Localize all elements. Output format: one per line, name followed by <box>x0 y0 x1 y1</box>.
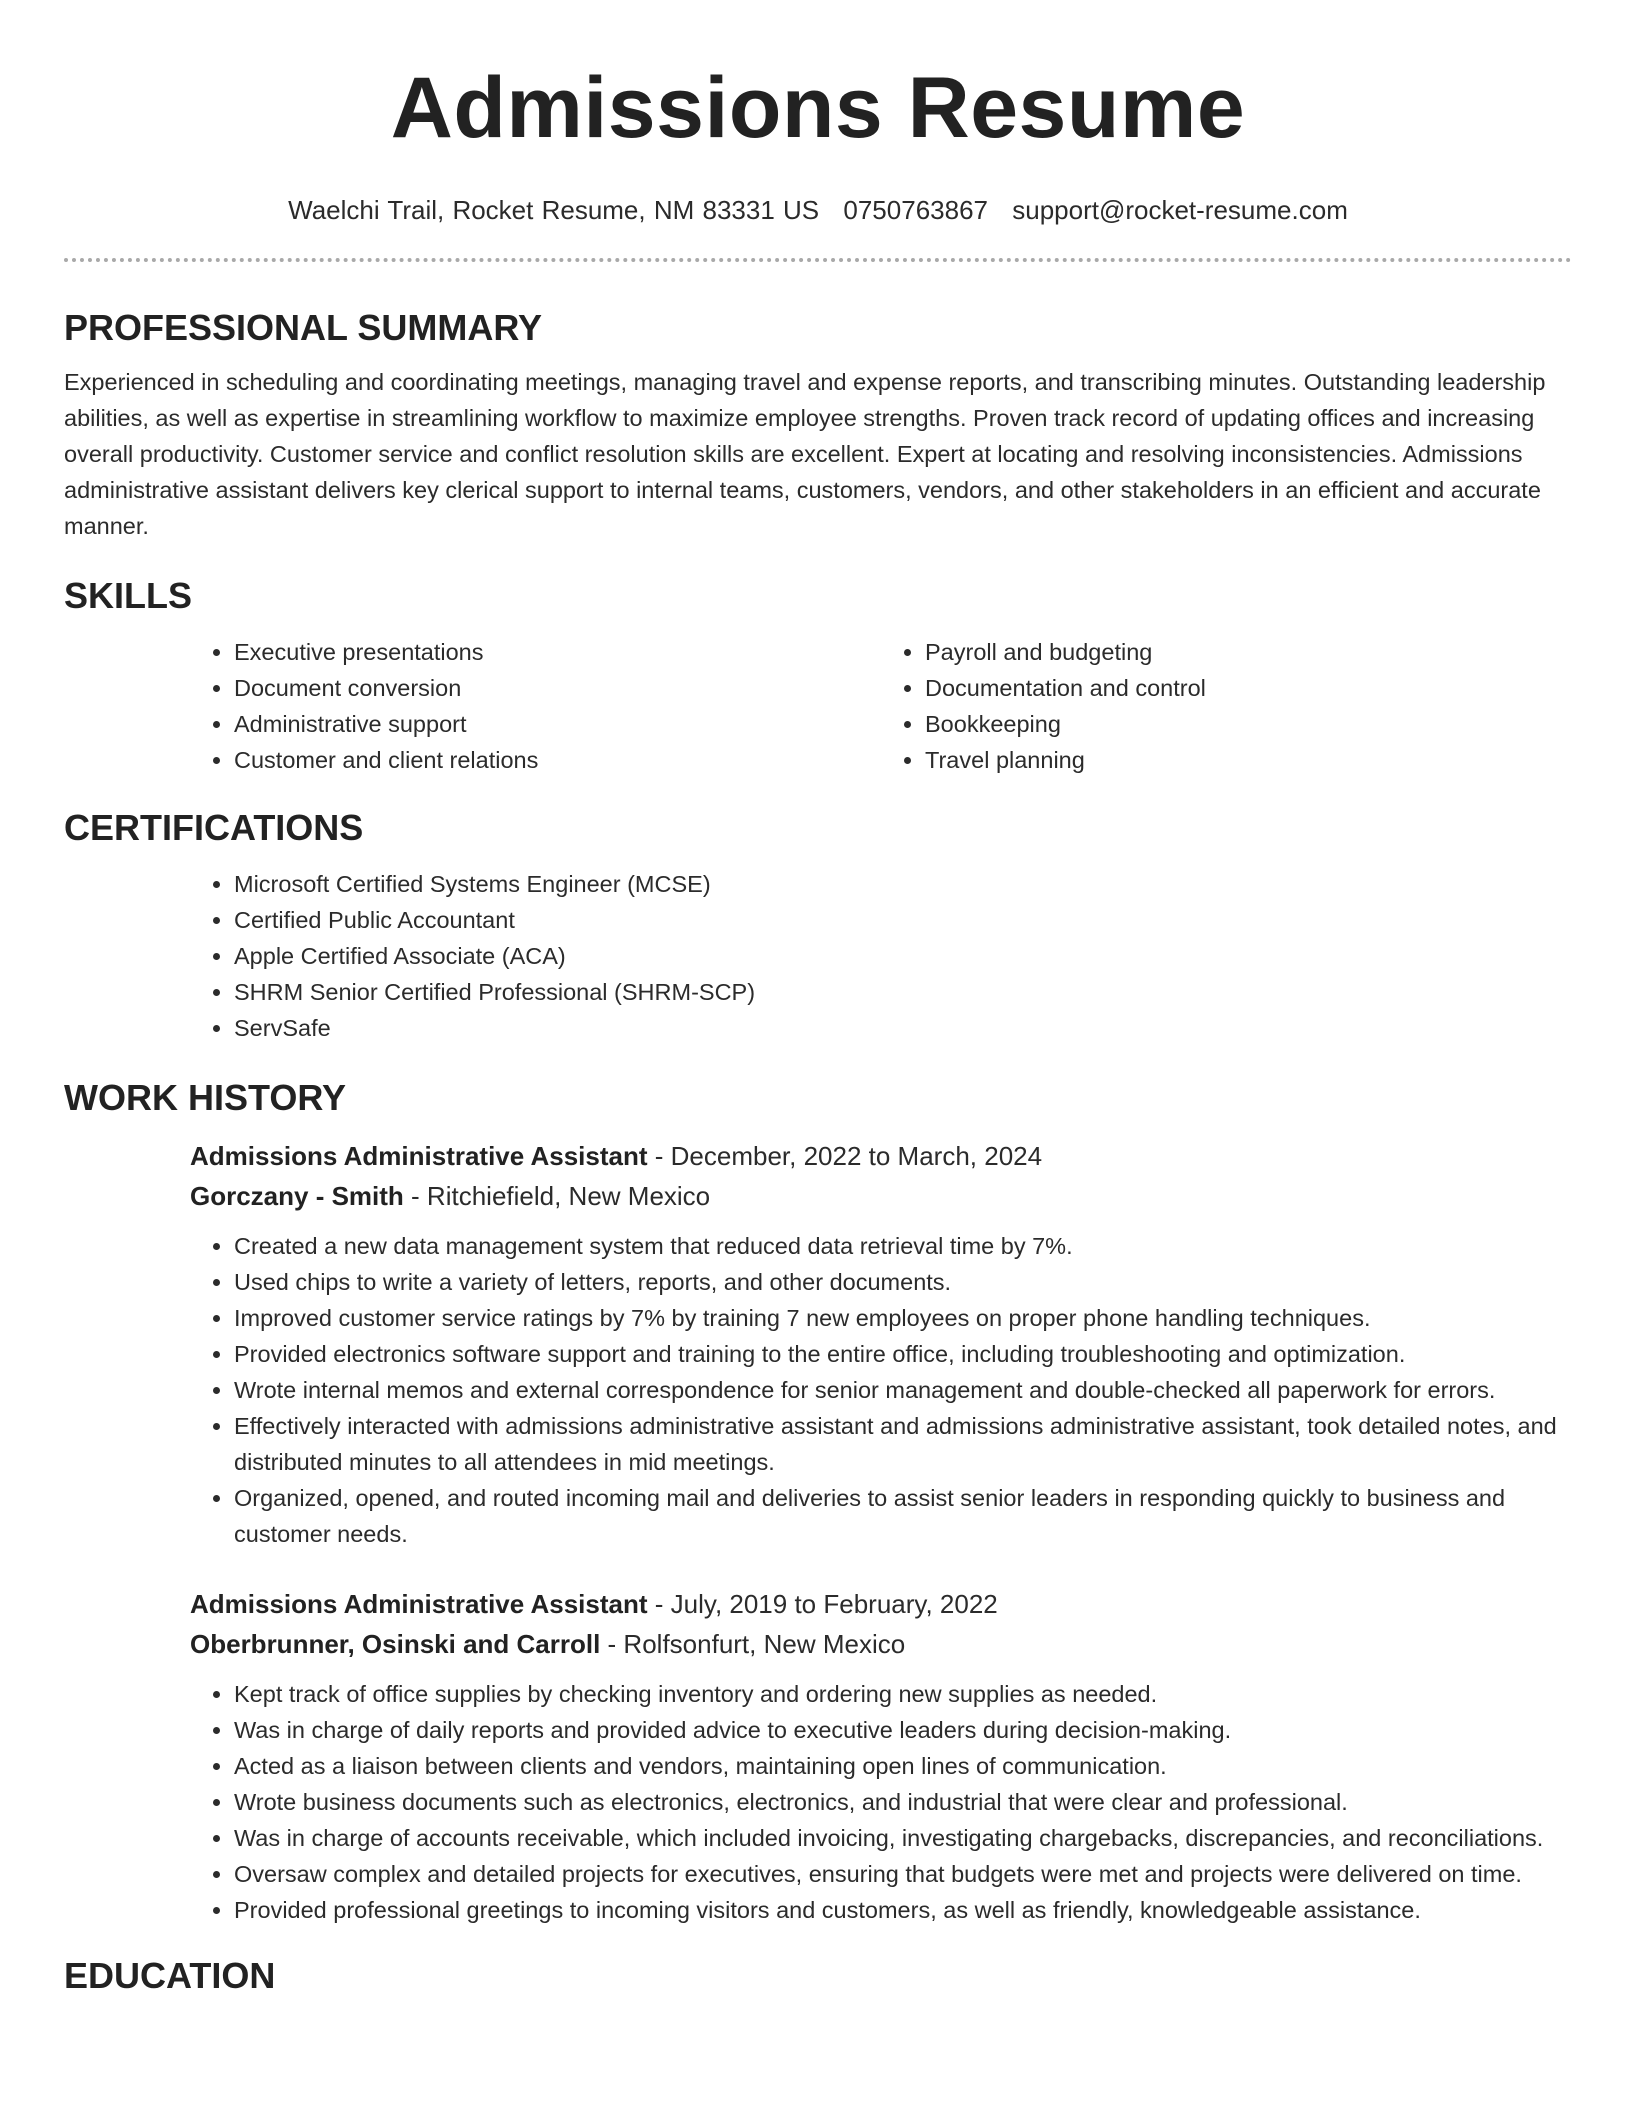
list-item: • Was in charge of daily reports and provided advice to executive leaders during decision-making. <box>234 1712 1572 1748</box>
list-item: • Apple Certified Associate (ACA) <box>234 938 1572 974</box>
list-item: • Kept track of office supplies by checking inventory and ordering new supplies as needed. <box>234 1676 1572 1712</box>
list-item: • Created a new data management system that reduced data retrieval time by 7%. <box>234 1228 1572 1264</box>
job-entry <box>190 1584 1572 1928</box>
list-item: • Travel planning <box>925 742 1572 778</box>
job-dates: - December, 2022 to March, 2024 <box>647 1141 1043 1171</box>
header-divider <box>64 258 1572 262</box>
list-item: • Oversaw complex and detailed projects for executives, ensuring that budgets were met and projects were delivered on time. <box>234 1856 1572 1892</box>
list-item: • Acted as a liaison between clients and vendors, maintaining open lines of communication. <box>234 1748 1572 1784</box>
list-item: • Payroll and budgeting <box>925 634 1572 670</box>
list-item: • Improved customer service ratings by 7% by training 7 new employees on proper phone handling techniques. <box>234 1300 1572 1336</box>
list-item: • Documentation and control <box>925 670 1572 706</box>
certifications-list <box>190 866 1572 1046</box>
list-item: • Certified Public Accountant <box>234 902 1572 938</box>
list-item: • Customer and client relations <box>234 742 881 778</box>
list-item: • Effectively interacted with admissions administrative assistant and admissions administrative assistant, took detailed notes, and distributed minutes to all attendees in mid meetings. <box>234 1408 1572 1480</box>
contact-address: Waelchi Trail, Rocket Resume, NM 83331 US <box>288 195 820 225</box>
certifications-heading: CERTIFICATIONS <box>64 807 364 848</box>
list-item: • ServSafe <box>234 1010 1572 1046</box>
resume-page <box>64 0 1572 1998</box>
skills-list <box>190 634 1572 778</box>
job-bullets <box>190 1676 1572 1928</box>
list-item: • Was in charge of accounts receivable, which included invoicing, investigating chargebacks, discrepancies, and reconciliations. <box>234 1820 1572 1856</box>
job-company: Oberbrunner, Osinski and Carroll <box>190 1629 601 1659</box>
job-location: - Ritchiefield, New Mexico <box>403 1181 711 1211</box>
list-item: • Microsoft Certified Systems Engineer (MCSE) <box>234 866 1572 902</box>
summary-heading: PROFESSIONAL SUMMARY <box>64 307 543 348</box>
job-company: Gorczany - Smith <box>190 1181 404 1211</box>
summary-text: Experienced in scheduling and coordinating meetings, managing travel and expense reports, and transcribing minutes. Outstanding leadership abilities, as well as expertise in streamlining workflow to maximize employee strengths. Proven track record of updating offices and increasing overall productivity. Customer service and conflict resolution skills are excellent. Expert at locating and resolving inconsistencies. Admissions administrative assistant delivers key clerical support to internal teams, customers, vendors, and other stakeholders in an efficient and accurate manner. <box>64 369 1546 539</box>
contact-line <box>64 194 1572 226</box>
skills-left-column <box>190 634 881 778</box>
job-company-line <box>190 1624 1572 1664</box>
skills-right-column <box>881 634 1572 778</box>
job-title-line <box>190 1136 1572 1176</box>
list-item: • Provided professional greetings to incoming visitors and customers, as well as friendly, knowledgeable assistance. <box>234 1892 1572 1928</box>
list-item: • Bookkeeping <box>925 706 1572 742</box>
list-item: • Organized, opened, and routed incoming mail and deliveries to assist senior leaders in responding quickly to business and customer needs. <box>234 1480 1572 1552</box>
job-title-line <box>190 1584 1572 1624</box>
job-bullets <box>190 1228 1572 1552</box>
contact-email: support@rocket-resume.com <box>1012 195 1348 225</box>
list-item: • Document conversion <box>234 670 881 706</box>
job-title: Admissions Administrative Assistant <box>190 1589 648 1619</box>
list-item: • Administrative support <box>234 706 881 742</box>
job-dates: - July, 2019 to February, 2022 <box>647 1589 998 1619</box>
resume-title: Admissions Resume <box>390 60 1246 156</box>
job-entry <box>190 1136 1572 1552</box>
list-item: • Wrote business documents such as electronics, electronics, and industrial that were clear and professional. <box>234 1784 1572 1820</box>
list-item: • Wrote internal memos and external correspondence for senior management and double-checked all paperwork for errors. <box>234 1372 1572 1408</box>
list-item: • SHRM Senior Certified Professional (SHRM-SCP) <box>234 974 1572 1010</box>
list-item: • Executive presentations <box>234 634 881 670</box>
job-company-line <box>190 1176 1572 1216</box>
skills-heading: SKILLS <box>64 575 193 616</box>
list-item: • Used chips to write a variety of letters, reports, and other documents. <box>234 1264 1572 1300</box>
job-title: Admissions Administrative Assistant <box>190 1141 648 1171</box>
job-location: - Rolfsonfurt, New Mexico <box>600 1629 906 1659</box>
education-heading: EDUCATION <box>64 1955 276 1996</box>
work-history-heading: WORK HISTORY <box>64 1077 347 1118</box>
contact-phone: 0750763867 <box>843 195 988 225</box>
list-item: • Provided electronics software support and training to the entire office, including troubleshooting and optimization. <box>234 1336 1572 1372</box>
